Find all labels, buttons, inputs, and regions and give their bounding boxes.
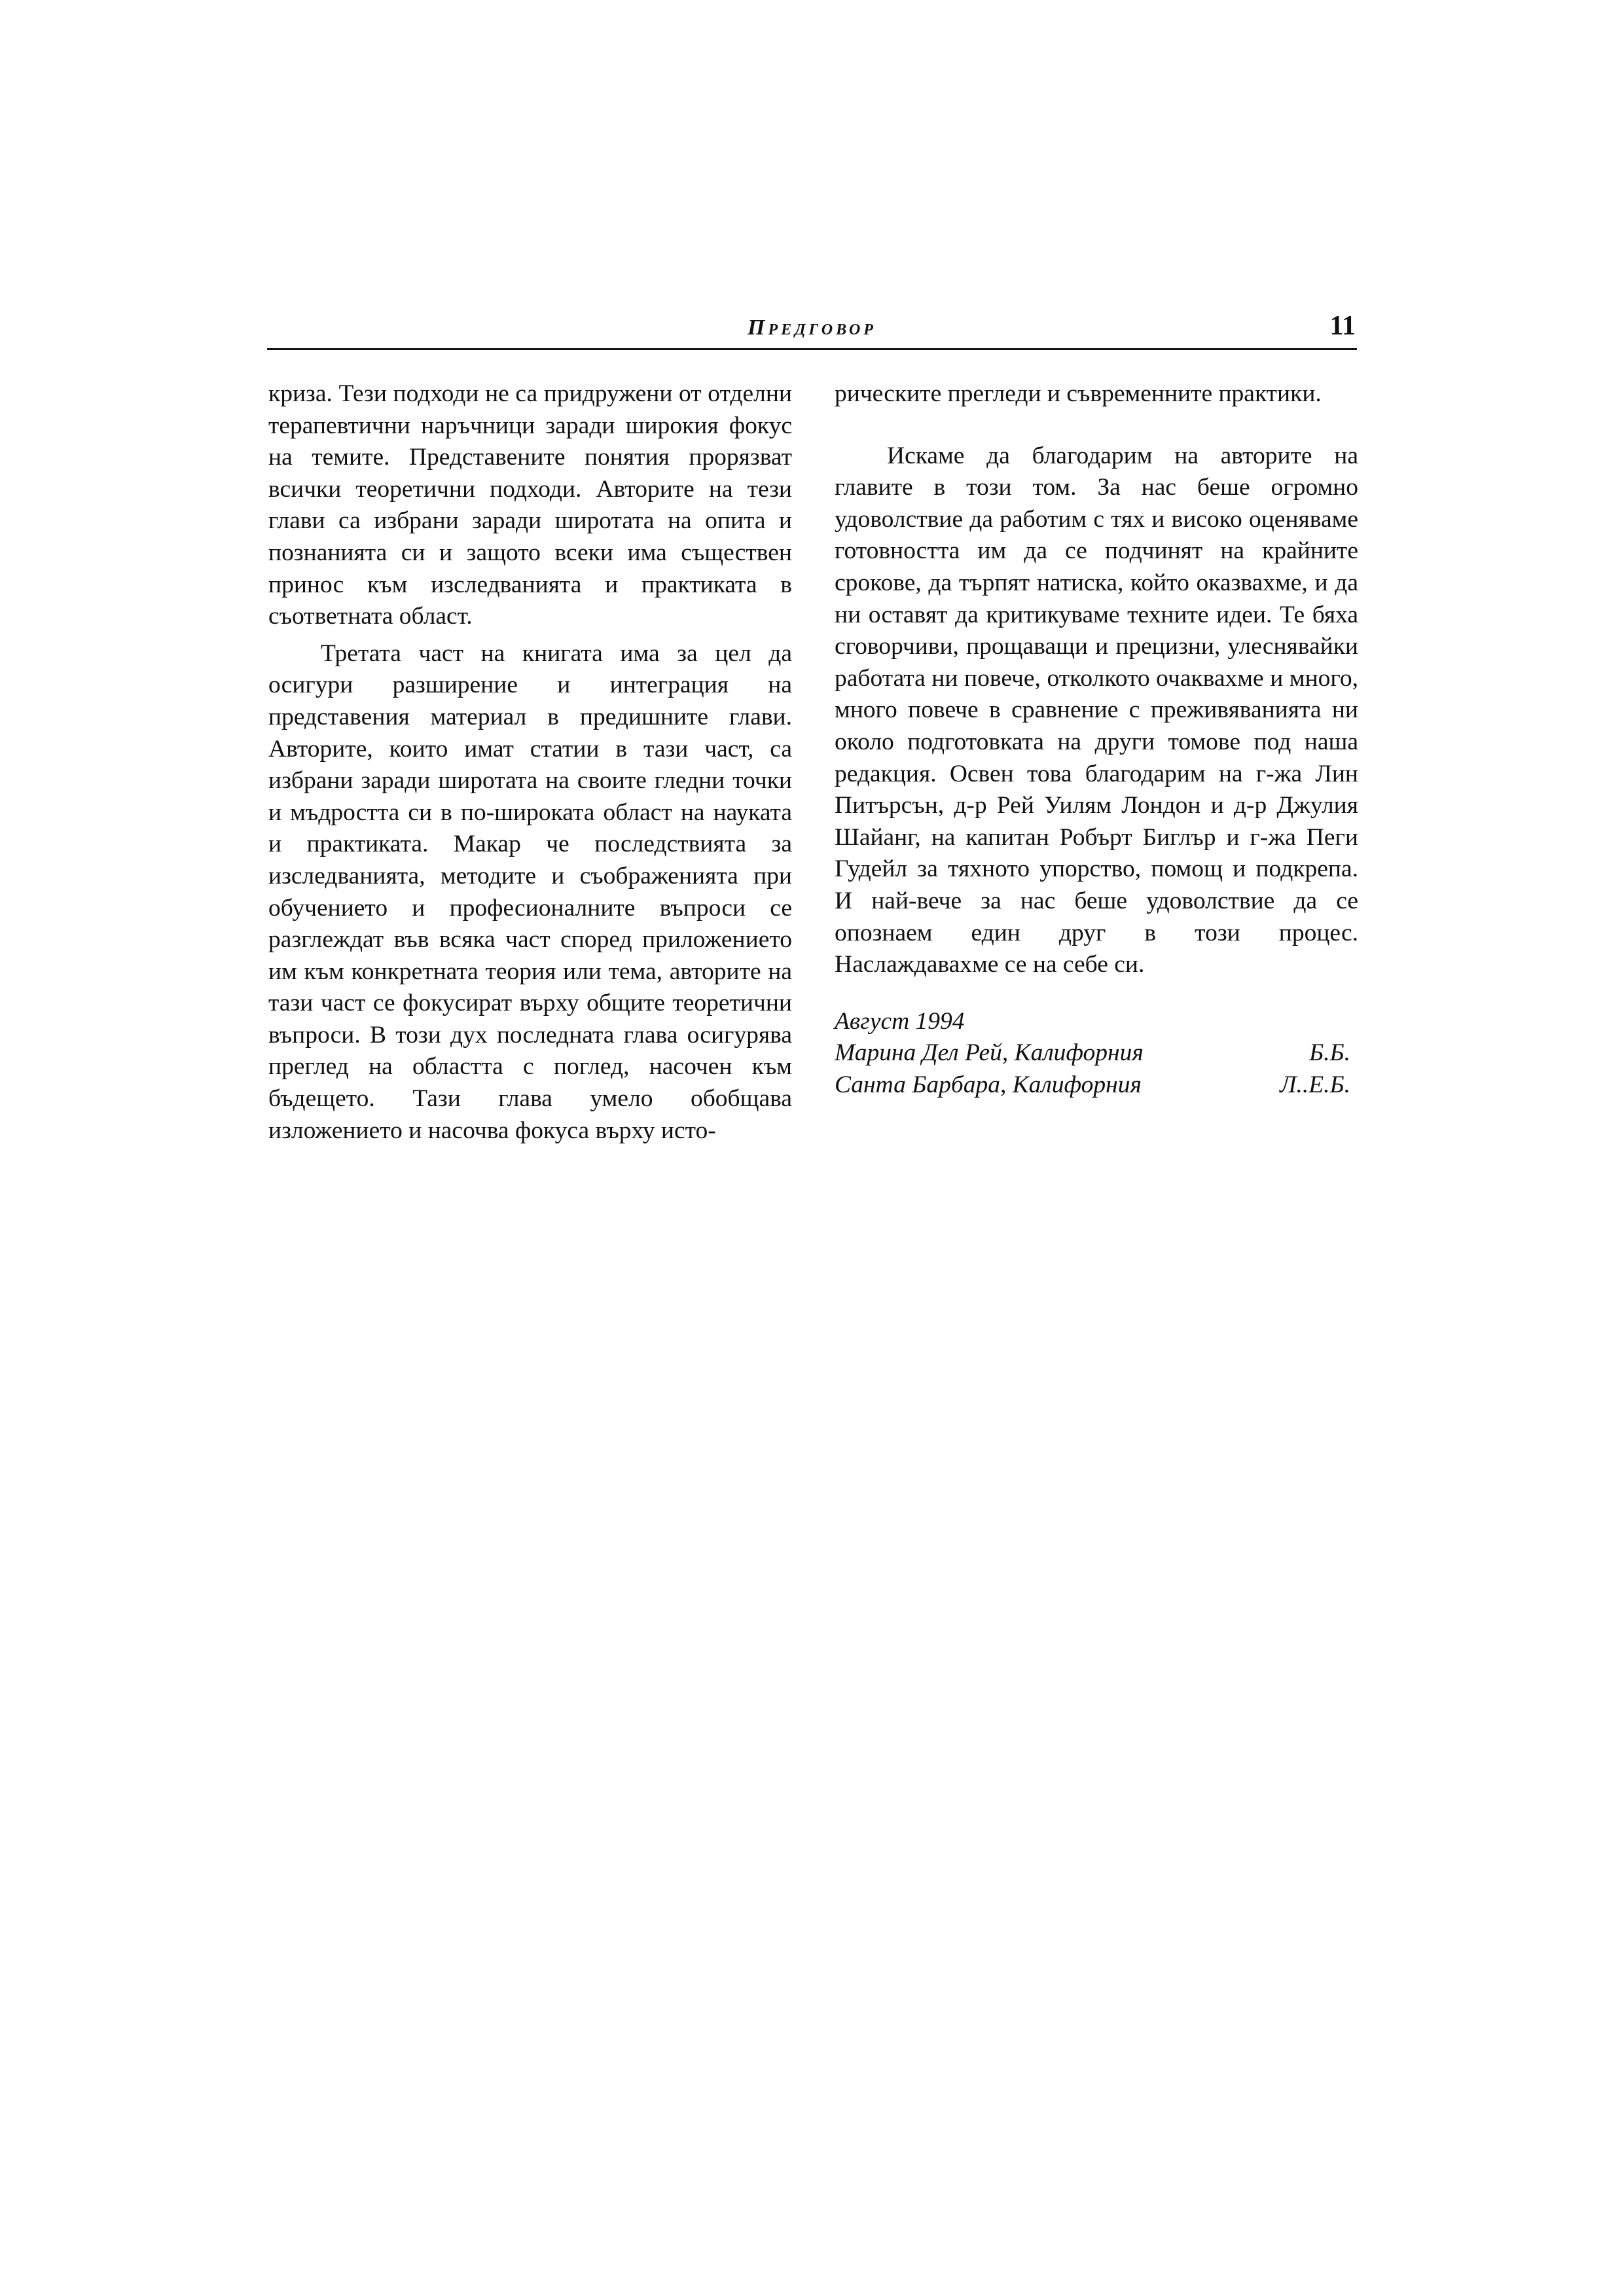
signature-initials: Л..Е.Б. — [1280, 1071, 1350, 1098]
signature-date: Август 1994 — [835, 1007, 965, 1035]
signature-place: Санта Барбара, Калифорния — [835, 1071, 1142, 1098]
right-column — [835, 378, 1358, 1101]
running-title: Предговор — [748, 315, 876, 340]
page-number: 11 — [1329, 311, 1356, 341]
page-header — [267, 311, 1357, 350]
paragraph: Искаме да благодарим на авторите на главите в този том. За нас беше огромно удоволствие да работим с тях и високо оценяваме готовността им да се подчинят на крайните срокове, да търпят натиска, който оказвахме, и да ни оставят да критикуваме техните идеи. Те бяха сговорчиви, прощаващи и прецизни, улеснявайки работата ни повече, отколкото очаквахме и много, много повече в сравнение с преживяванията ни около подготовката на други томове под наша редакция. Освен това благодарим на г-жа Лин Питърсън, д-р Рей Уилям Лондон и д-р Джулия Шайанг, на капитан Робърт Биглър и г-жа Пеги Гудейл за тяхното упорство, помощ и подкрепа. И най-вече за нас беше удоволствие да се опознаем един друг в този процес. Наслаждавахме се на себе си. — [835, 442, 1358, 978]
paragraph: рическите прегледи и съвременните практики. — [835, 380, 1322, 407]
signature-row — [835, 1069, 1358, 1102]
signature-place: Марина Дел Рей, Калифорния — [835, 1039, 1144, 1067]
signature-initials: Б.Б. — [1309, 1039, 1350, 1067]
left-column — [268, 378, 792, 1147]
signature-block — [835, 1006, 1358, 1102]
paragraph: Третата част на книгата има за цел да осигури разширение и интеграция на представения материал в предишните глави. Авторите, които имат статии в тази част, са избрани заради широтата на своите гледни точки и мъдростта си в по-широката област на науката и практиката. Макар че последствията за изследванията, методите и съображенията при обучението и професионалните въпроси се разглеждат във всяка част според приложението им към конкретната теория или тема, авторите на тази част се фокусират върху общите теоретични въпроси. В този дух последната глава осигурява преглед на областта с поглед, насочен към бъдещето. Тази глава умело обобщава изложението и насочва фокуса върху исто- — [268, 639, 792, 1144]
paragraph: криза. Тези подходи не са придружени от отделни терапевтични наръчници заради широкия фокус на темите. Представените понятия прорязват всички теоретични подходи. Авторите на тези глави са избрани заради широтата на опита и познанията си и защото всеки има съществен принос към изследванията и практиката в съответната област. — [268, 380, 792, 630]
signature-row — [835, 1037, 1358, 1069]
